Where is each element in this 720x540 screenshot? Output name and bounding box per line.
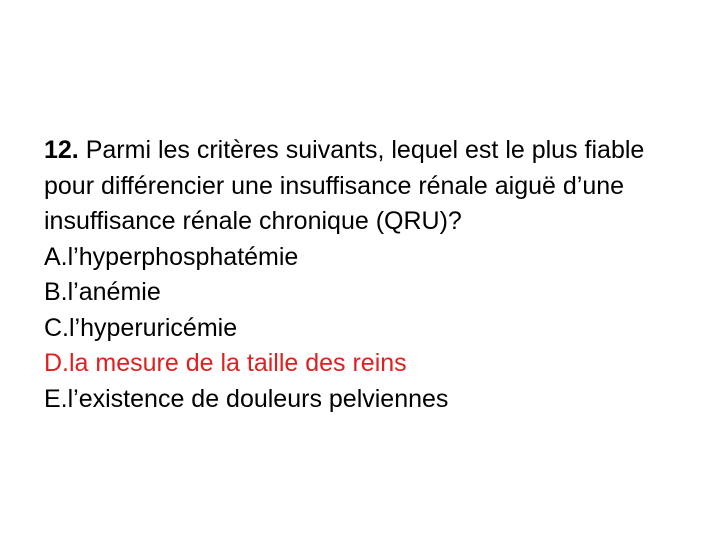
- question-block: [44, 133, 694, 417]
- option-b: B.l’anémie: [44, 278, 161, 306]
- question-text: [44, 133, 694, 240]
- option-c: C.l’hyperuricémie: [44, 313, 238, 342]
- question-number: 12.: [44, 136, 79, 164]
- option-a: A.l’hyperphosphatémie: [44, 242, 299, 271]
- option-e: E.l’existence de douleurs pelviennes: [44, 384, 449, 413]
- question-body: Parmi les critères suivants, lequel est le plus fiable pour différencier une insuffisance rénale aiguë d’une insuffisance rénale chronique (QRU)?: [44, 136, 645, 235]
- option-d-correct: D.la mesure de la taille des reins: [44, 349, 407, 377]
